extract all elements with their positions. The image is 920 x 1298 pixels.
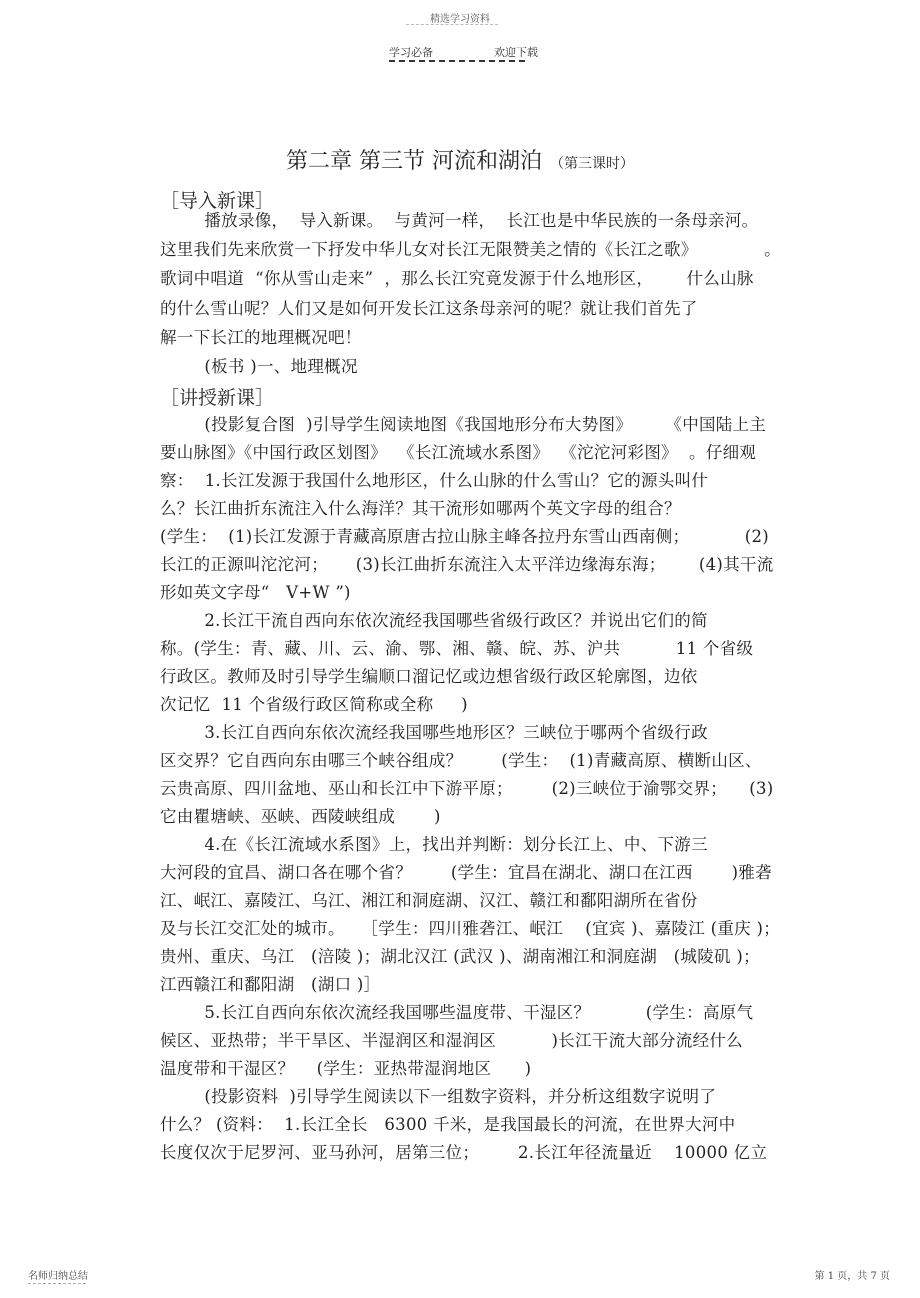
text-line: (学生： (1)长江发源于青藏高原唐古拉山脉主峰各拉丹东雪山西南侧； (2) xyxy=(160,527,770,546)
text-line: 候区、亚热带；半干旱区、半湿润区和湿润区 )长江干流大部分流经什么 xyxy=(160,1031,743,1050)
header-underline xyxy=(389,60,525,62)
text-line: 么？长江曲折东流注入什么海洋？其干流形如哪两个英文字母的组合？ xyxy=(160,499,681,518)
text-line: 解一下长江的地理概况吧！ xyxy=(160,328,362,347)
text-line: 它由瞿塘峡、巫峡、西陵峡组成 ) xyxy=(160,807,441,826)
text-line: (板书 )一、地理概况 xyxy=(160,357,358,376)
header-divider xyxy=(406,24,498,25)
text-line: 江、岷江、嘉陵江、乌江、湘江和洞庭湖、汉江、赣江和鄱阳湖所在省份 xyxy=(160,891,698,910)
text-line: 察： 1.长江发源于我国什么地形区，什么山脉的什么雪山？它的源头叫什 xyxy=(160,471,709,490)
section-heading-intro: ［导入新课］ xyxy=(160,190,275,212)
text-line: 这里我们先来欣赏一下抒发中华儿女对长江无限赞美之情的《长江之歌》 。 xyxy=(160,240,781,259)
text-line: 大河段的宜昌、湖口各在哪个省？ (学生：宜昌在湖北、湖口在江西 )雅砻 xyxy=(160,863,772,882)
header-left-label: 学习必备 xyxy=(389,46,433,59)
text-line: 温度带和干湿区？ (学生：亚热带湿润地区 ) xyxy=(160,1059,532,1078)
text-line: 2.长江干流自西向东依次流经我国哪些省级行政区？并说出它们的简 xyxy=(160,611,708,630)
text-line: 要山脉图》《中国行政区划图》 《长江流域水系图》 《沱沱河彩图》 。仔细观 xyxy=(160,443,757,462)
text-line: 次记忆 11 个省级行政区简称或全称 ) xyxy=(160,695,468,714)
text-line: 形如英文字母“ V+W ”) xyxy=(160,583,351,602)
text-line: 播放录像， 导入新课。 与黄河一样， 长江也是中华民族的一条母亲河。 xyxy=(160,211,759,230)
text-line: 的什么雪山呢？人们又是如何开发长江这条母亲河的呢？就让我们首先了 xyxy=(160,299,698,318)
footer-left-label: 名师归纳总结 xyxy=(28,1271,88,1282)
text-line: 贵州、重庆、乌江 (涪陵 )；湖北汉江 (武汉 )、湖南湘江和洞庭湖 (城陵矶 )； xyxy=(160,947,760,966)
text-line: 及与长江交汇处的城市。 ［学生：四川雅砻江、岷江 (宜宾 )、嘉陵江 (重庆 )； xyxy=(160,919,780,938)
text-line: 江西赣江和鄱阳湖 (湖口 )］ xyxy=(160,975,381,994)
page-number: 第 1 页，共 7 页 xyxy=(814,1271,890,1282)
footer-divider xyxy=(28,1283,86,1284)
text-line: 3.长江自西向东依次流经我国哪些地形区？三峡位于哪两个省级行政 xyxy=(160,723,708,742)
text-line: 歌词中唱道 “你从雪山走来” ，那么长江究竟发源于什么地形区， 什么山脉 xyxy=(160,269,754,288)
section-heading-lesson: ［讲授新课］ xyxy=(160,387,275,409)
text-line: 5.长江自西向东依次流经我国哪些温度带、干湿区？ (学生：高原气 xyxy=(160,1003,754,1022)
text-line: 区交界？它自西向东由哪三个峡谷组成？ (学生： (1)青藏高原、横断山区、 xyxy=(160,751,762,770)
text-line: (投影复合图 )引导学生阅读地图《我国地形分布大势图》 《中国陆上主 xyxy=(160,415,767,434)
watermark-header: 精选学习资料 xyxy=(430,14,490,25)
page-title xyxy=(0,144,920,175)
text-line: 长度仅次于尼罗河、亚马孙河，居第三位； 2.长江年径流量近 10000 亿立 xyxy=(160,1143,768,1162)
text-line: 4.在《长江流域水系图》上，找出并判断：划分长江上、中、下游三 xyxy=(160,835,708,854)
text-line: 行政区。教师及时引导学生编顺口溜记忆或边想省级行政区轮廓图，边依 xyxy=(160,667,698,686)
text-line: 云贵高原、四川盆地、巫山和长江中下游平原； (2)三峡位于渝鄂交界； (3) xyxy=(160,779,774,798)
title-main: 第二章 第三节 河流和湖泊 xyxy=(286,149,542,174)
header-right-label: 欢迎下载 xyxy=(494,46,538,59)
text-line: 长江的正源叫沱沱河； (3)长江曲折东流注入太平洋边缘海东海； (4)其干流 xyxy=(160,555,774,574)
text-line: 称。(学生：青、藏、川、云、渝、鄂、湘、赣、皖、苏、沪共 11 个省级 xyxy=(160,639,754,658)
title-sub: （第三课时） xyxy=(550,156,634,172)
text-line: 什么？ (资料： 1.长江全长 6300 千米，是我国最长的河流，在世界大河中 xyxy=(160,1115,736,1134)
text-line: (投影资料 )引导学生阅读以下一组数字资料，并分析这组数字说明了 xyxy=(160,1087,717,1106)
page-header xyxy=(389,44,538,60)
